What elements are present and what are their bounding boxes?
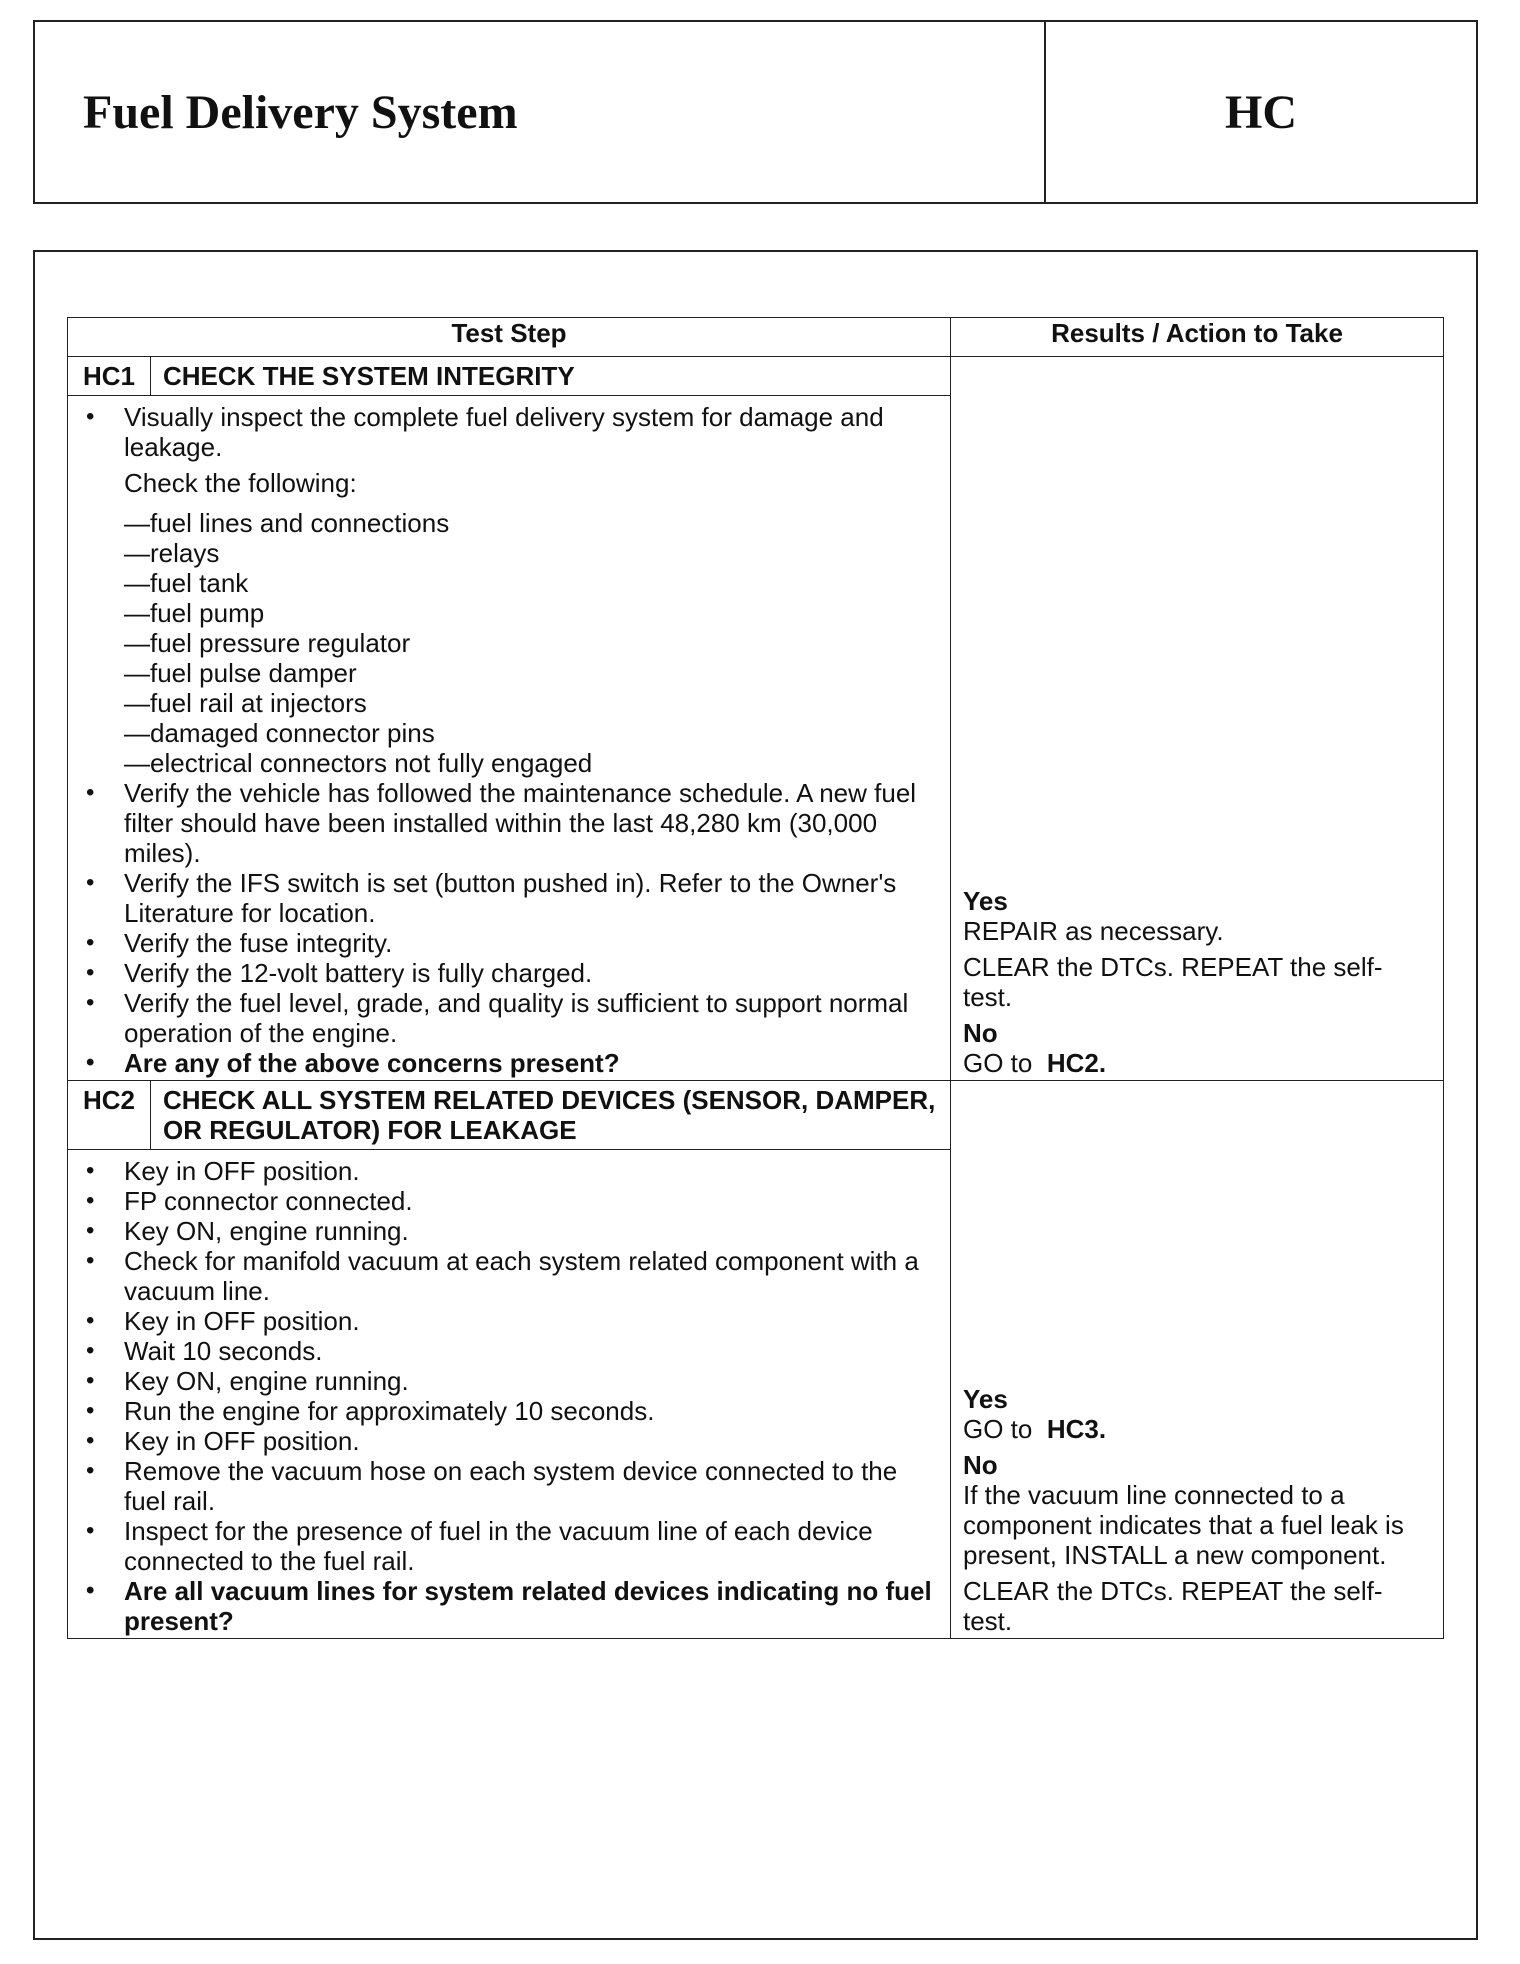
- hc1-yes-label: Yes: [963, 886, 1008, 916]
- test-step-header: Test Step: [68, 318, 951, 357]
- list-item: • Remove the vacuum hose on each system device connected to the fuel rail.: [82, 1456, 936, 1516]
- list-item: — fuel rail at injectors: [124, 688, 936, 718]
- hc2-yes-target: HC3.: [1046, 1414, 1107, 1444]
- page-header: [33, 20, 1478, 204]
- list-item: • Verify the fuse integrity.: [82, 928, 936, 958]
- hc1-no-target: HC2.: [1046, 1048, 1107, 1078]
- hc1-step-body: [68, 396, 951, 1081]
- hc2-title-row: [68, 1081, 1444, 1150]
- hc1-no-label: No: [963, 1018, 998, 1048]
- list-item: — relays: [124, 538, 936, 568]
- procedure-panel: [33, 250, 1478, 1940]
- hc1-step-title: CHECK THE SYSTEM INTEGRITY: [151, 357, 951, 396]
- hc2-yes-action: [963, 1414, 1431, 1444]
- list-item: • Key in OFF position.: [82, 1426, 936, 1456]
- list-item: — damaged connector pins: [124, 718, 936, 748]
- hc2-yes-goto: GO to: [963, 1414, 1033, 1444]
- hc2-question: • Are all vacuum lines for system related devices indicating no fuel present?: [82, 1576, 936, 1636]
- list-item: • Inspect for the presence of fuel in the vacuum line of each device connected to the fuel rail.: [82, 1516, 936, 1576]
- section-code: HC: [1225, 85, 1297, 139]
- list-item: • Verify the fuel level, grade, and quality is sufficient to support normal operation of the engine.: [82, 988, 936, 1048]
- list-item: — fuel lines and connections: [124, 508, 936, 538]
- hc1-results: [951, 357, 1444, 1081]
- hc1-no-goto: GO to: [963, 1048, 1033, 1078]
- list-item: • Verify the IFS switch is set (button pushed in). Refer to the Owner's Literature for location.: [82, 868, 936, 928]
- hc2-no-label: No: [963, 1450, 998, 1480]
- hc1-check-list: [82, 508, 936, 778]
- list-item: • Verify the 12-volt battery is fully charged.: [82, 958, 936, 988]
- hc2-results: [951, 1081, 1444, 1639]
- hc2-step-title: CHECK ALL SYSTEM RELATED DEVICES (SENSOR, DAMPER, OR REGULATOR) FOR LEAKAGE: [151, 1081, 951, 1150]
- hc2-step-id: HC2: [68, 1081, 151, 1150]
- hc1-no-action: [963, 1048, 1431, 1078]
- hc2-no-action-1: If the vacuum line connected to a component indicates that a fuel leak is present, INSTALL a new component.: [963, 1480, 1404, 1570]
- list-item: • Check for manifold vacuum at each system related component with a vacuum line.: [82, 1246, 936, 1306]
- list-item: — fuel pump: [124, 598, 936, 628]
- list-item: • Key in OFF position.: [82, 1156, 936, 1186]
- list-item: • Key in OFF position.: [82, 1306, 936, 1336]
- list-item: — electrical connectors not fully engaged: [124, 748, 936, 778]
- pinpoint-test-table: [67, 317, 1444, 1639]
- hc1-title-row: [68, 357, 1444, 396]
- list-item: • Key ON, engine running.: [82, 1216, 936, 1246]
- hc1-yes-action-1: REPAIR as necessary.: [963, 916, 1224, 946]
- list-item: • Run the engine for approximately 10 seconds.: [82, 1396, 936, 1426]
- hc1-check-note: Check the following:: [124, 468, 357, 498]
- list-item: • Wait 10 seconds.: [82, 1336, 936, 1366]
- table-header-row: [68, 318, 1444, 357]
- list-item: • Key ON, engine running.: [82, 1366, 936, 1396]
- hc1-verify-list: [82, 778, 936, 1078]
- list-item: — fuel pulse damper: [124, 658, 936, 688]
- hc2-step-body: [68, 1150, 951, 1639]
- hc2-yes-label: Yes: [963, 1384, 1008, 1414]
- hc2-bullet-list: [82, 1156, 936, 1636]
- list-item: • Verify the vehicle has followed the maintenance schedule. A new fuel filter should have been installed within the last 48,280 km (30,000 miles).: [82, 778, 936, 868]
- results-header: Results / Action to Take: [951, 318, 1444, 357]
- list-item: — fuel pressure regulator: [124, 628, 936, 658]
- section-title: Fuel Delivery System: [35, 22, 1046, 202]
- hc1-step-id: HC1: [68, 357, 151, 396]
- list-item: — fuel tank: [124, 568, 936, 598]
- hc1-yes-action-2: CLEAR the DTCs. REPEAT the self-test.: [963, 952, 1383, 1012]
- list-item: • FP connector connected.: [82, 1186, 936, 1216]
- list-item: • Visually inspect the complete fuel delivery system for damage and leakage.: [82, 402, 936, 462]
- hc2-no-action-2: CLEAR the DTCs. REPEAT the self-test.: [963, 1576, 1383, 1636]
- hc1-bullet-list: [82, 402, 936, 462]
- hc1-question: • Are any of the above concerns present?: [82, 1048, 936, 1078]
